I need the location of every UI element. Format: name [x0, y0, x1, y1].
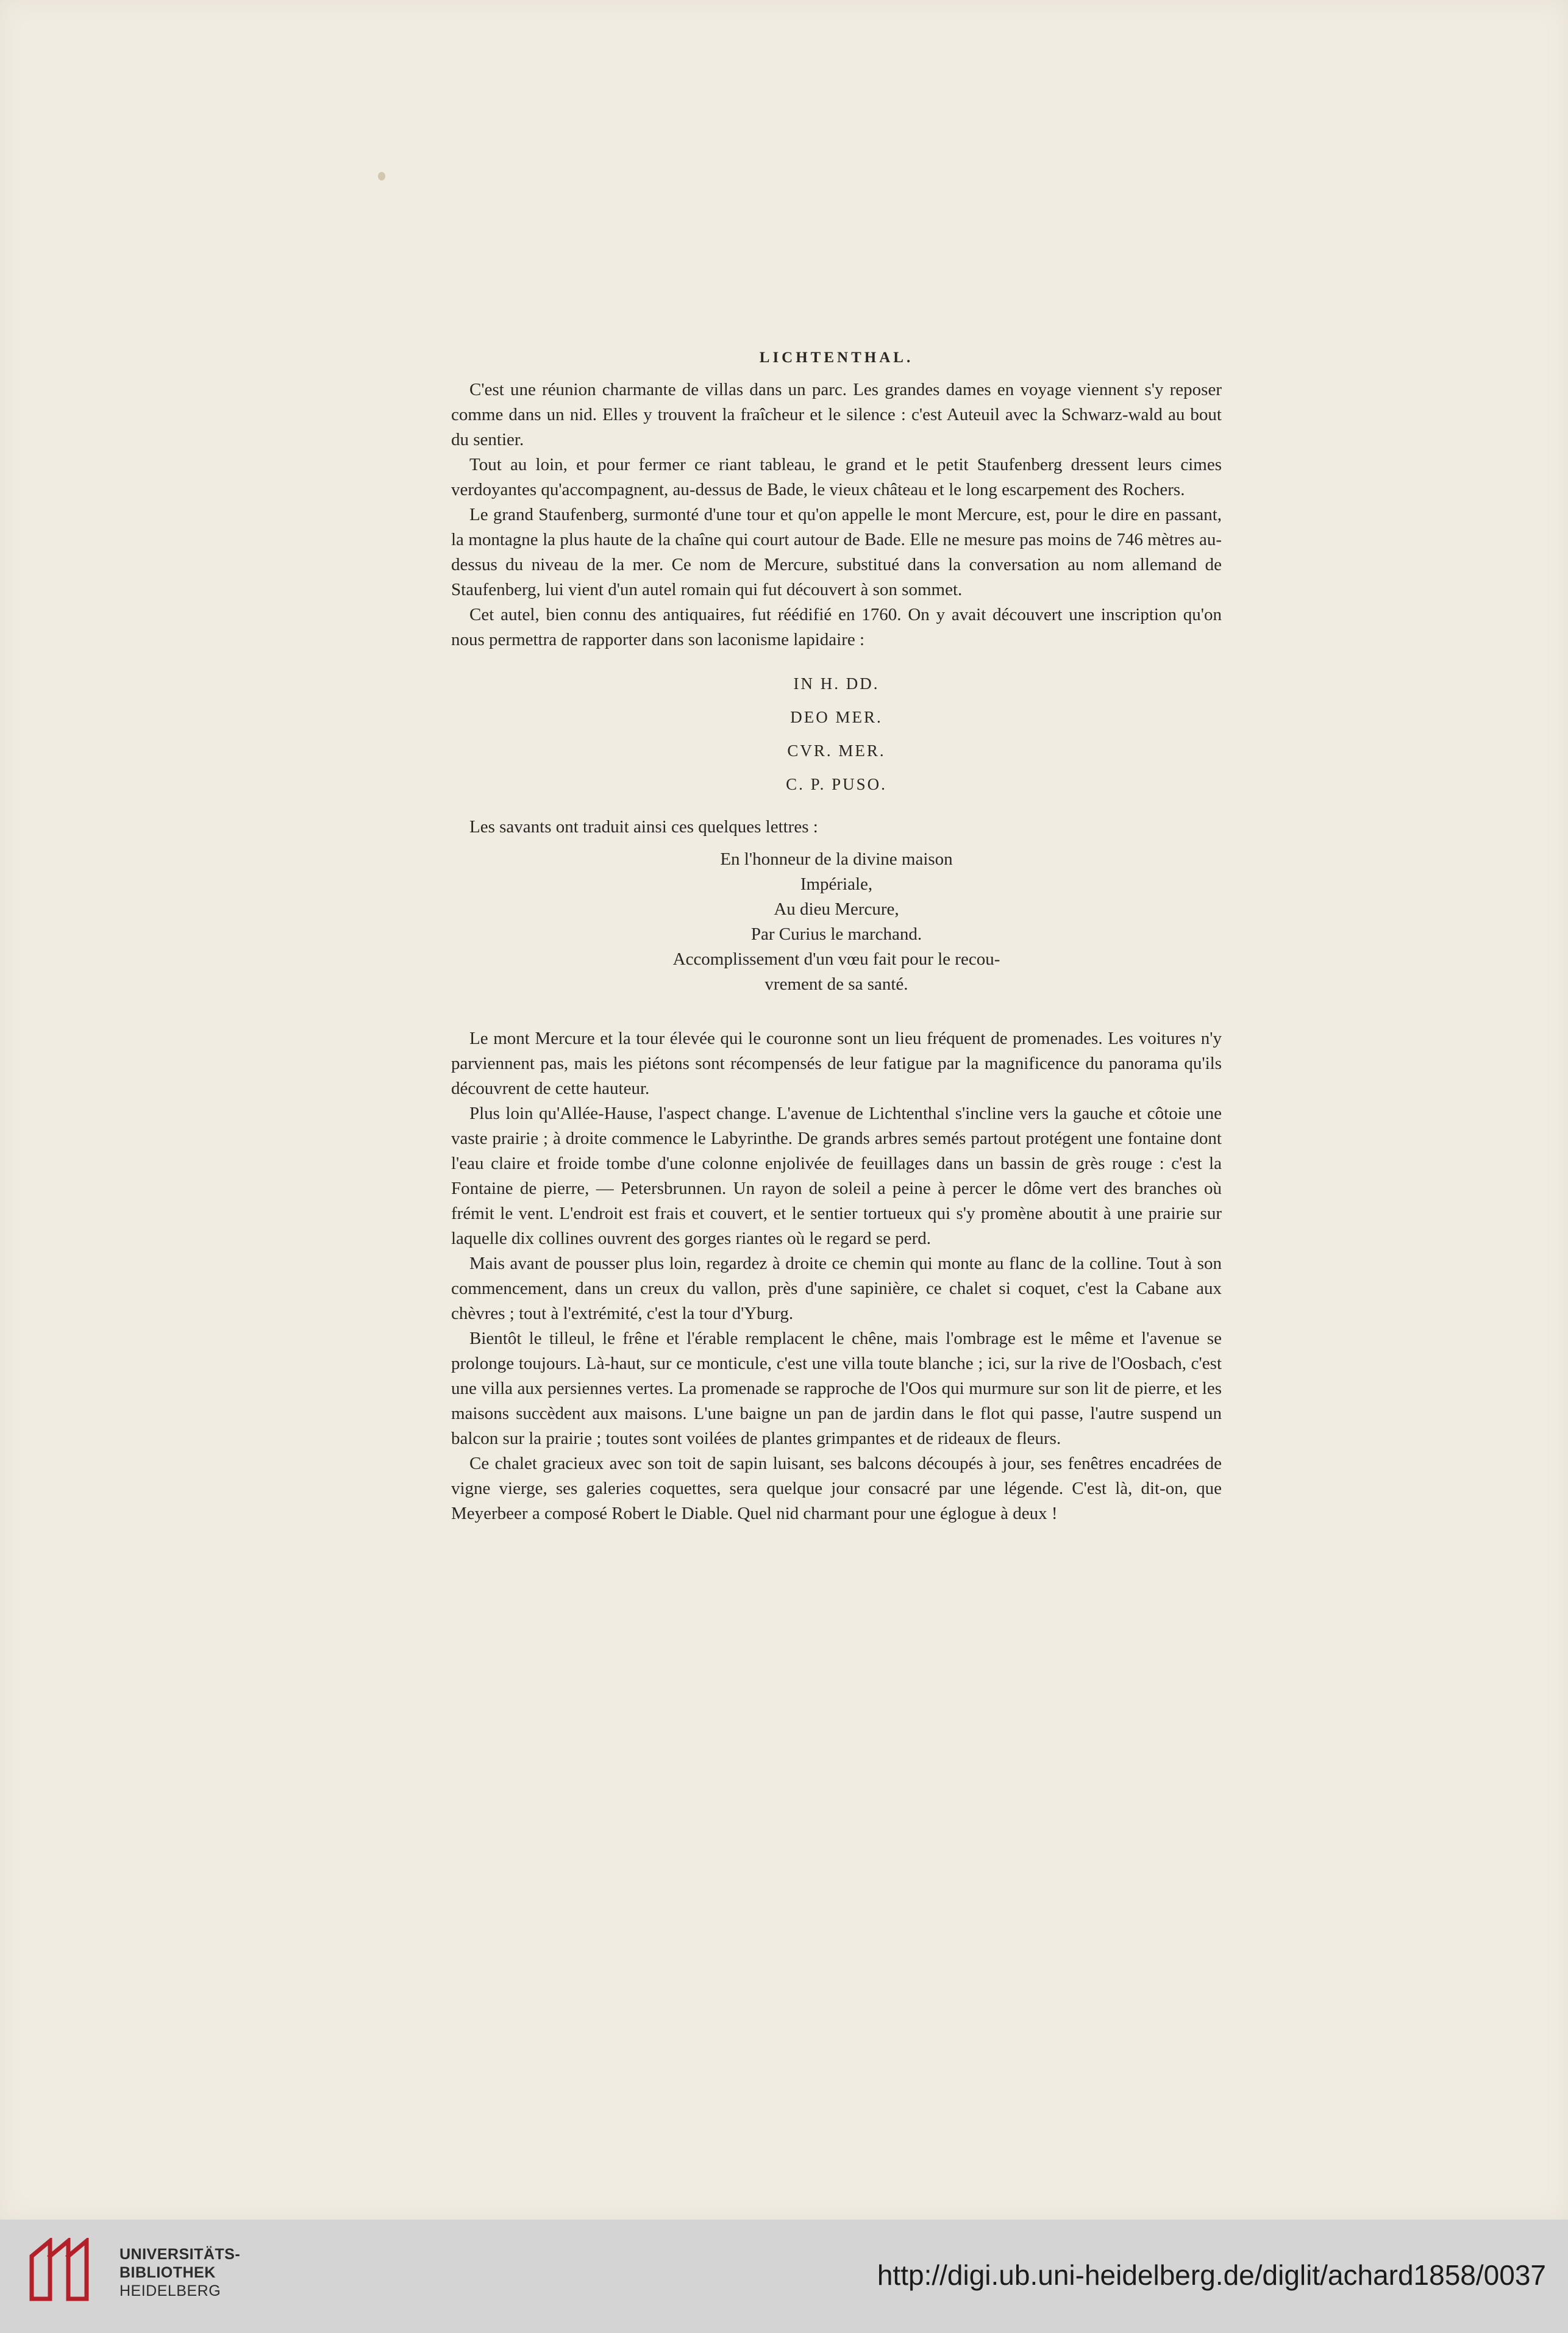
- library-name-line: UNIVERSITÄTS-: [119, 2246, 241, 2263]
- savants-line: Les savants ont traduit ainsi ces quelques lettres :: [469, 817, 818, 837]
- paragraph: Plus loin qu'Allée-Hause, l'aspect change. L'avenue de Lichtenthal s'incline vers la gauche et côtoie une vaste prairie ; à droite commence le Labyrinthe. De grands arbres semés partout protégent une fontaine dont l'eau claire et froide tombe d'une colonne enjolivée de feuillages dans un bassin de grès rouge : c'est la Fontaine de pierre, — Petersbrunnen. Un rayon de soleil a peine à percer le dôme vert des branches où frémit le vent. L'endroit est frais et couvert, et le sentier tortueux qui s'y promène aboutit à une prairie sur laquelle dix collines ouvrent des gorges riantes où le regard se perd.: [451, 1104, 1222, 1248]
- translation-line: vrement de sa santé.: [764, 974, 908, 994]
- paragraph: Ce chalet gracieux avec son toit de sapin luisant, ses balcons découpés à jour, ses fenêtres encadrées de vigne vierge, ses galeries coquettes, sera quelque jour consacré par une légende. C'est là, dit-on, que Meyerbeer a composé Robert le Diable. Quel nid charmant pour une églogue à deux !: [451, 1454, 1222, 1523]
- inscription-line: DEO MER.: [790, 708, 883, 726]
- inscription-line: CVR. MER.: [787, 741, 886, 760]
- inscription-translation: [451, 847, 1222, 997]
- translation-line: En l'honneur de la divine maison: [720, 849, 953, 869]
- paragraph: Le grand Staufenberg, surmonté d'une tour et qu'on appelle le mont Mercure, est, pour le dire en passant, la montagne la plus haute de la chaîne qui court autour de Bade. Elle ne mesure pas moins de 746 mètres au-dessus du niveau de la mer. Ce nom de Mercure, substitué dans la conversation au nom allemand de Staufenberg, lui vient d'un autel romain qui fut découvert à son sommet.: [451, 505, 1222, 599]
- library-footer: [0, 2220, 1568, 2333]
- translation-line: Accomplissement d'un vœu fait pour le recou-: [672, 949, 1000, 969]
- inscription-line: IN H. DD.: [793, 674, 880, 693]
- page-heading: LICHTENTHAL.: [759, 349, 914, 366]
- paragraph: Cet autel, bien connu des antiquaires, fut réédifié en 1760. On y avait découvert une inscription qu'on nous permettra de rapporter dans son laconisme lapidaire :: [451, 605, 1222, 649]
- paper-stain: [378, 172, 385, 180]
- page-text: [451, 345, 1222, 1526]
- latin-inscription: [451, 667, 1222, 801]
- translation-line: Par Curius le marchand.: [750, 924, 922, 944]
- paragraph: Le mont Mercure et la tour élevée qui le couronne sont un lieu fréquent de promenades. Les voitures n'y parviennent pas, mais les piétons sont récompensés de leur fatigue par la magnificence du panorama qu'ils découvrent de cette hauteur.: [451, 1029, 1222, 1098]
- inscription-line: C. P. PUSO.: [786, 775, 887, 793]
- library-name-line: BIBLIOTHEK: [119, 2264, 216, 2281]
- translation-line: Au dieu Mercure,: [774, 899, 899, 919]
- paragraph: Tout au loin, et pour fermer ce riant tableau, le grand et le petit Staufenberg dressent leurs cimes verdoyantes qu'accompagnent, au-dessus de Bade, le vieux château et le long escarpement des Rochers.: [451, 455, 1222, 499]
- translation-line: Impériale,: [800, 874, 873, 894]
- university-library-logo-icon: [26, 2238, 93, 2305]
- library-name: [119, 2245, 240, 2300]
- library-name-line: HEIDELBERG: [119, 2282, 221, 2299]
- source-url-link[interactable]: http://digi.ub.uni-heidelberg.de/diglit/achard1858/0037: [877, 2259, 1546, 2291]
- paragraph: Bientôt le tilleul, le frêne et l'érable remplacent le chêne, mais l'ombrage est le même et l'avenue se prolonge toujours. Là-haut, sur ce monticule, c'est une villa toute blanche ; ici, sur la rive de l'Oosbach, c'est une villa aux persiennes vertes. La promenade se rapproche de l'Oos qui murmure sur son lit de pierre, et les maisons succèdent aux maisons. L'une baigne un pan de jardin dans le flot qui passe, l'autre suspend un balcon sur la prairie ; toutes sont voilées de plantes grimpantes et de rideaux de fleurs.: [451, 1329, 1222, 1448]
- paragraph: C'est une réunion charmante de villas dans un parc. Les grandes dames en voyage viennent s'y reposer comme dans un nid. Elles y trouvent la fraîcheur et le silence : c'est Auteuil avec la Schwarz-wald au bout du sentier.: [451, 380, 1222, 449]
- paragraph: Mais avant de pousser plus loin, regardez à droite ce chemin qui monte au flanc de la colline. Tout à son commencement, dans un creux du vallon, près d'une sapinière, ce chalet si coquet, c'est la Cabane aux chèvres ; tout à l'extrémité, c'est la tour d'Yburg.: [451, 1254, 1222, 1323]
